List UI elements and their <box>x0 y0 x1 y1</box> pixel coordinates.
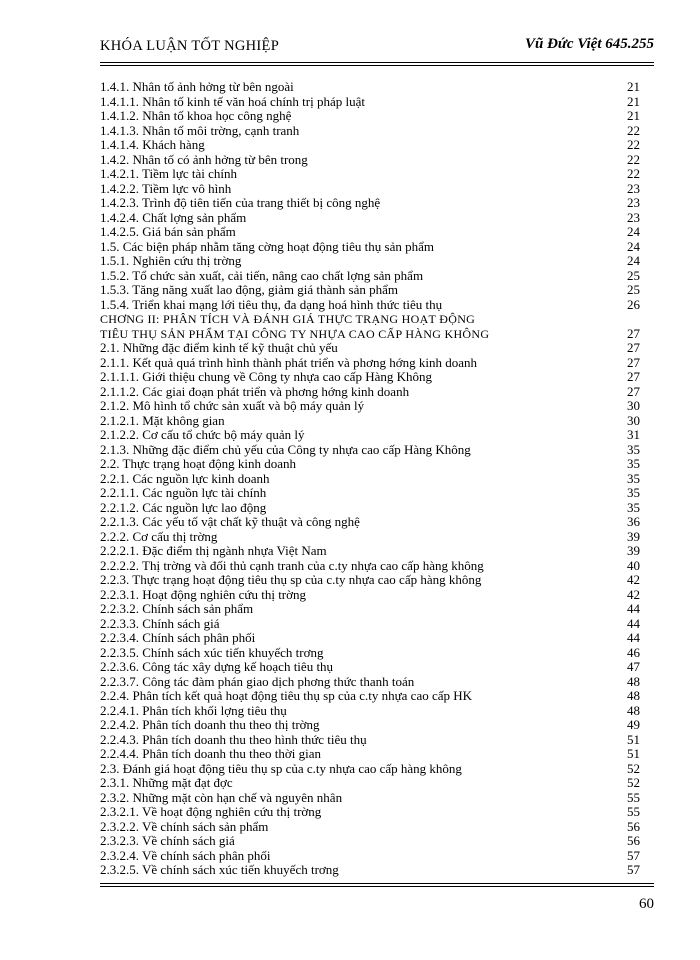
toc-entry <box>100 704 640 719</box>
toc-entry-title: 2.2.4. Phân tích kết quả hoạt động tiêu thụ sp của c.ty nhựa cao cấp HK <box>100 688 473 703</box>
toc-entry-page: 22 <box>627 151 640 167</box>
toc-entry-page: 40 <box>627 557 640 573</box>
toc-entry-title: 1.4.1.1. Nhân tố kinh tế văn hoá chính trị pháp luật <box>100 93 366 109</box>
toc-entry <box>100 660 640 675</box>
toc-entry <box>100 486 640 501</box>
toc-entry <box>100 544 640 559</box>
footer-rule <box>100 883 654 884</box>
page-header <box>100 34 654 60</box>
toc-entry <box>100 240 640 255</box>
toc-entry <box>100 457 640 472</box>
toc-entry-page: 57 <box>627 862 640 877</box>
toc-entry <box>100 225 640 240</box>
toc-entry-title: 2.3.2.3. Về chính sách giá <box>100 833 235 848</box>
toc-entry-title: CHƠNG II: PHÂN TÍCH VÀ ĐÁNH GIÁ THỰC TRẠNG HOẠT ĐỘNG <box>100 312 476 326</box>
toc-entry-title: 2.3.2. Những mặt còn hạn chế và nguyên nhân <box>100 789 343 805</box>
toc-entry-page: 42 <box>627 586 640 602</box>
toc-entry <box>100 153 640 168</box>
toc-entry-title: 2.1.2.1. Mặt không gian <box>100 412 225 428</box>
toc-entry <box>100 269 640 284</box>
toc-entry <box>100 472 640 487</box>
header-author-label: Vũ Đức Việt 645.255 <box>525 36 654 52</box>
toc-entry <box>100 167 640 182</box>
toc-entry <box>100 791 640 806</box>
toc-entry-page: 56 <box>627 833 640 848</box>
toc-chapter-heading <box>100 327 640 342</box>
toc-entry-title: 2.2.3. Thực trạng hoạt động tiêu thụ sp của c.ty nhựa cao cấp hàng không <box>100 572 482 587</box>
toc-entry-title: 2.2.3.7. Công tác đàm phán giao dịch phơng thức thanh toán <box>100 673 415 689</box>
toc-entry-page: 27 <box>627 340 640 355</box>
toc-entry-page: 23 <box>627 180 640 196</box>
toc-entry-page: 39 <box>627 543 640 558</box>
header-rule-inner <box>100 65 654 66</box>
toc-entry-title: 2.3.1. Những mặt đạt đợc <box>100 775 233 790</box>
toc-entry-title: 2.2.3.4. Chính sách phân phối <box>100 630 256 645</box>
toc-entry-page: 23 <box>627 195 640 210</box>
toc-entry-title: 1.5. Các biện pháp nhằm tăng cờng hoạt động tiêu thụ sản phẩm <box>100 238 434 254</box>
toc-entry <box>100 211 640 226</box>
toc-entry <box>100 530 640 545</box>
toc-entry-title: 2.2.3.5. Chính sách xúc tiến khuyếch trơng <box>100 644 324 660</box>
toc-entry-title: 2.3. Đánh giá hoạt động tiêu thụ sp của c.ty nhựa cao cấp hàng không <box>100 760 462 776</box>
toc-entry <box>100 428 640 443</box>
toc-entry-page: 30 <box>627 398 640 413</box>
toc-entry-title: 2.3.2.4. Về chính sách phân phối <box>100 847 271 863</box>
toc-entry <box>100 414 640 429</box>
toc-entry <box>100 341 640 356</box>
toc-entry-title: 2.1.1. Kết quả quá trình hình thành phát triển và phơng hớng kinh doanh <box>100 354 477 370</box>
toc-entry-title: 1.5.1. Nghiên cứu thị trờng <box>100 253 242 268</box>
toc-entry <box>100 602 640 617</box>
toc-entry-page: 44 <box>627 630 640 645</box>
footer-rule-inner <box>100 886 654 887</box>
toc-entry <box>100 747 640 762</box>
toc-entry-title: 1.4.2. Nhân tố có ảnh hởng từ bên trong <box>100 151 308 167</box>
toc-entry <box>100 631 640 646</box>
toc-entry-page: 26 <box>627 296 640 312</box>
toc-entry <box>100 573 640 588</box>
toc-chapter-heading <box>100 312 640 327</box>
toc-entry-page: 31 <box>627 427 640 442</box>
toc-entry-page: 25 <box>627 282 640 297</box>
table-of-contents <box>100 80 640 878</box>
toc-entry <box>100 370 640 385</box>
toc-entry-title: 2.1.2.2. Cơ cấu tổ chức bộ máy quản lý <box>100 427 305 442</box>
toc-entry-page: 57 <box>627 847 640 863</box>
header-thesis-label: KHÓA LUẬN TỐT NGHIỆP <box>100 38 280 54</box>
toc-entry <box>100 675 640 690</box>
toc-entry-page: 24 <box>627 238 640 254</box>
toc-entry-title: 2.2.1.1. Các nguồn lực tài chính <box>100 485 267 500</box>
toc-entry-page: 22 <box>627 166 640 181</box>
toc-entry-title: 2.2.2. Cơ cấu thị trờng <box>100 528 218 544</box>
toc-entry-page: 27 <box>627 325 640 341</box>
toc-entry-title: 1.5.3. Tăng năng xuất lao động, giảm giá thành sản phẩm <box>100 282 398 297</box>
toc-entry <box>100 762 640 777</box>
toc-entry-title: 2.3.2.2. Về chính sách sản phẩm <box>100 818 269 834</box>
toc-entry-title: 1.4.1. Nhân tố ảnh hởng từ bên ngoài <box>100 79 294 94</box>
toc-entry <box>100 399 640 414</box>
toc-entry <box>100 501 640 516</box>
toc-entry <box>100 385 640 400</box>
toc-entry-page: 52 <box>627 760 640 776</box>
toc-entry-page: 22 <box>627 122 640 138</box>
toc-entry <box>100 356 640 371</box>
toc-entry-title: 2.2.2.1. Đặc điểm thị ngành nhựa Việt Nam <box>100 543 327 558</box>
toc-entry-page: 35 <box>627 499 640 515</box>
toc-entry-page: 44 <box>627 615 640 631</box>
toc-entry-page: 51 <box>627 746 640 761</box>
toc-entry-page: 35 <box>627 470 640 486</box>
toc-entry-page: 27 <box>627 369 640 384</box>
toc-entry-title: 1.4.1.3. Nhân tố môi trờng, cạnh tranh <box>100 122 300 138</box>
toc-entry-page: 52 <box>627 775 640 790</box>
toc-entry <box>100 646 640 661</box>
toc-entry-title: 1.4.2.3. Trình độ tiên tiến của trang thiết bị công nghệ <box>100 195 381 210</box>
toc-entry <box>100 80 640 95</box>
toc-entry <box>100 834 640 849</box>
toc-entry <box>100 298 640 313</box>
toc-entry <box>100 124 640 139</box>
toc-entry-page: 42 <box>627 572 640 587</box>
toc-entry-page: 27 <box>627 383 640 399</box>
toc-entry-title: 2.1.1.2. Các giai đoạn phát triển và phơng hớng kinh doanh <box>100 383 410 399</box>
toc-entry-page: 35 <box>627 441 640 457</box>
toc-entry-page: 24 <box>627 224 640 239</box>
toc-entry-page: 21 <box>627 108 640 123</box>
toc-entry-title: 2.2.4.4. Phân tích doanh thu theo thời gian <box>100 746 321 761</box>
toc-entry <box>100 254 640 269</box>
toc-entry-title: 2.2.1.3. Các yếu tố vật chất kỹ thuật và công nghệ <box>100 514 360 529</box>
toc-entry <box>100 588 640 603</box>
toc-entry-title: 1.4.2.5. Giá bán sản phẩm <box>100 224 236 239</box>
toc-entry <box>100 109 640 124</box>
toc-entry-title: 1.4.2.1. Tiềm lực tài chính <box>100 166 238 181</box>
toc-entry <box>100 733 640 748</box>
toc-entry-page: 51 <box>627 731 640 747</box>
toc-entry-title: 1.5.4. Triển khai mạng lới tiêu thụ, đa dạng hoá hình thức tiêu thụ <box>100 296 443 312</box>
toc-entry-page: 55 <box>627 804 640 819</box>
toc-entry <box>100 443 640 458</box>
toc-entry-page: 22 <box>627 137 640 152</box>
toc-entry-title: 2.2.1. Các nguồn lực kinh doanh <box>100 470 270 486</box>
toc-entry <box>100 182 640 197</box>
toc-entry-page: 21 <box>627 93 640 109</box>
toc-entry-title: 2.2.4.1. Phân tích khối lợng tiêu thụ <box>100 702 287 718</box>
toc-entry-title: 1.5.2. Tổ chức sản xuất, cải tiến, nâng cao chất lợng sản phẩm <box>100 267 424 283</box>
header-rule <box>100 62 654 63</box>
toc-entry-page: 44 <box>627 601 640 616</box>
toc-entry <box>100 849 640 864</box>
toc-entry-title: 2.2.3.3. Chính sách giá <box>100 615 220 631</box>
toc-entry <box>100 776 640 791</box>
toc-entry <box>100 283 640 298</box>
page-number: 60 <box>639 896 654 912</box>
toc-entry-page: 56 <box>627 818 640 834</box>
toc-entry-title: 1.4.1.2. Nhân tố khoa học công nghệ <box>100 108 292 123</box>
toc-entry-page: 30 <box>627 412 640 428</box>
toc-entry-title: 2.2.4.2. Phân tích doanh thu theo thị trờng <box>100 717 320 732</box>
toc-entry-title: 2.2.3.6. Công tác xây dựng kế hoạch tiêu thụ <box>100 659 334 674</box>
toc-entry <box>100 515 640 530</box>
toc-entry <box>100 820 640 835</box>
toc-entry-title: 2.3.2.5. Về chính sách xúc tiến khuyếch trơng <box>100 862 339 877</box>
toc-entry <box>100 559 640 574</box>
toc-entry-page: 23 <box>627 209 640 225</box>
toc-entry-title: 2.2.1.2. Các nguồn lực lao động <box>100 499 267 515</box>
toc-entry-page: 35 <box>627 485 640 500</box>
toc-entry-page: 46 <box>627 644 640 660</box>
toc-entry <box>100 617 640 632</box>
toc-entry <box>100 718 640 733</box>
toc-entry <box>100 95 640 110</box>
toc-entry-title: 2.3.2.1. Về hoạt động nghiên cứu thị trờng <box>100 804 322 819</box>
toc-entry <box>100 805 640 820</box>
toc-entry-page: 55 <box>627 789 640 805</box>
toc-entry-page: 49 <box>627 717 640 732</box>
toc-entry-title: 2.1.2. Mô hình tổ chức sản xuất và bộ máy quản lý <box>100 398 365 413</box>
toc-entry-title: 2.2.3.1. Hoạt động nghiên cứu thị trờng <box>100 586 307 602</box>
toc-entry-page: 47 <box>627 659 640 674</box>
toc-entry-title: 2.2.4.3. Phân tích doanh thu theo hình thức tiêu thụ <box>100 731 367 747</box>
toc-entry-page: 48 <box>627 688 640 703</box>
toc-entry-page: 48 <box>627 702 640 718</box>
toc-entry-title: TIÊU THỤ SẢN PHẨM TẠI CÔNG TY NHỰA CAO CẤP HÀNG KHÔNG <box>100 326 490 341</box>
toc-entry-page: 27 <box>627 354 640 370</box>
toc-entry-title: 2.1.1.1. Giới thiệu chung về Công ty nhựa cao cấp Hàng Không <box>100 369 432 384</box>
toc-entry-title: 2.2.3.2. Chính sách sản phẩm <box>100 601 254 616</box>
toc-entry-title: 1.4.2.2. Tiềm lực vô hình <box>100 180 232 196</box>
toc-entry <box>100 863 640 878</box>
toc-entry-title: 1.4.2.4. Chất lợng sản phẩm <box>100 209 247 225</box>
toc-entry-title: 2.1.3. Những đặc điểm chủ yếu của Công ty nhựa cao cấp Hàng Không <box>100 441 471 457</box>
toc-entry-page: 39 <box>627 528 640 544</box>
toc-entry-title: 2.2. Thực trạng hoạt động kinh doanh <box>100 456 296 471</box>
toc-entry <box>100 138 640 153</box>
toc-entry-page: 21 <box>627 79 640 94</box>
toc-entry-title: 2.2.2.2. Thị trờng và đối thủ cạnh tranh của c.ty nhựa cao cấp hàng không <box>100 557 484 573</box>
toc-entry-page: 25 <box>627 267 640 283</box>
toc-entry-page: 24 <box>627 253 640 268</box>
toc-entry-page: 35 <box>627 456 640 471</box>
toc-entry-page: 48 <box>627 673 640 689</box>
toc-entry-page: 36 <box>627 514 640 529</box>
toc-entry-title: 2.1. Những đặc điểm kinh tế kỹ thuật chủ yếu <box>100 340 338 355</box>
toc-entry <box>100 196 640 211</box>
toc-entry-title: 1.4.1.4. Khách hàng <box>100 137 205 152</box>
toc-entry <box>100 689 640 704</box>
